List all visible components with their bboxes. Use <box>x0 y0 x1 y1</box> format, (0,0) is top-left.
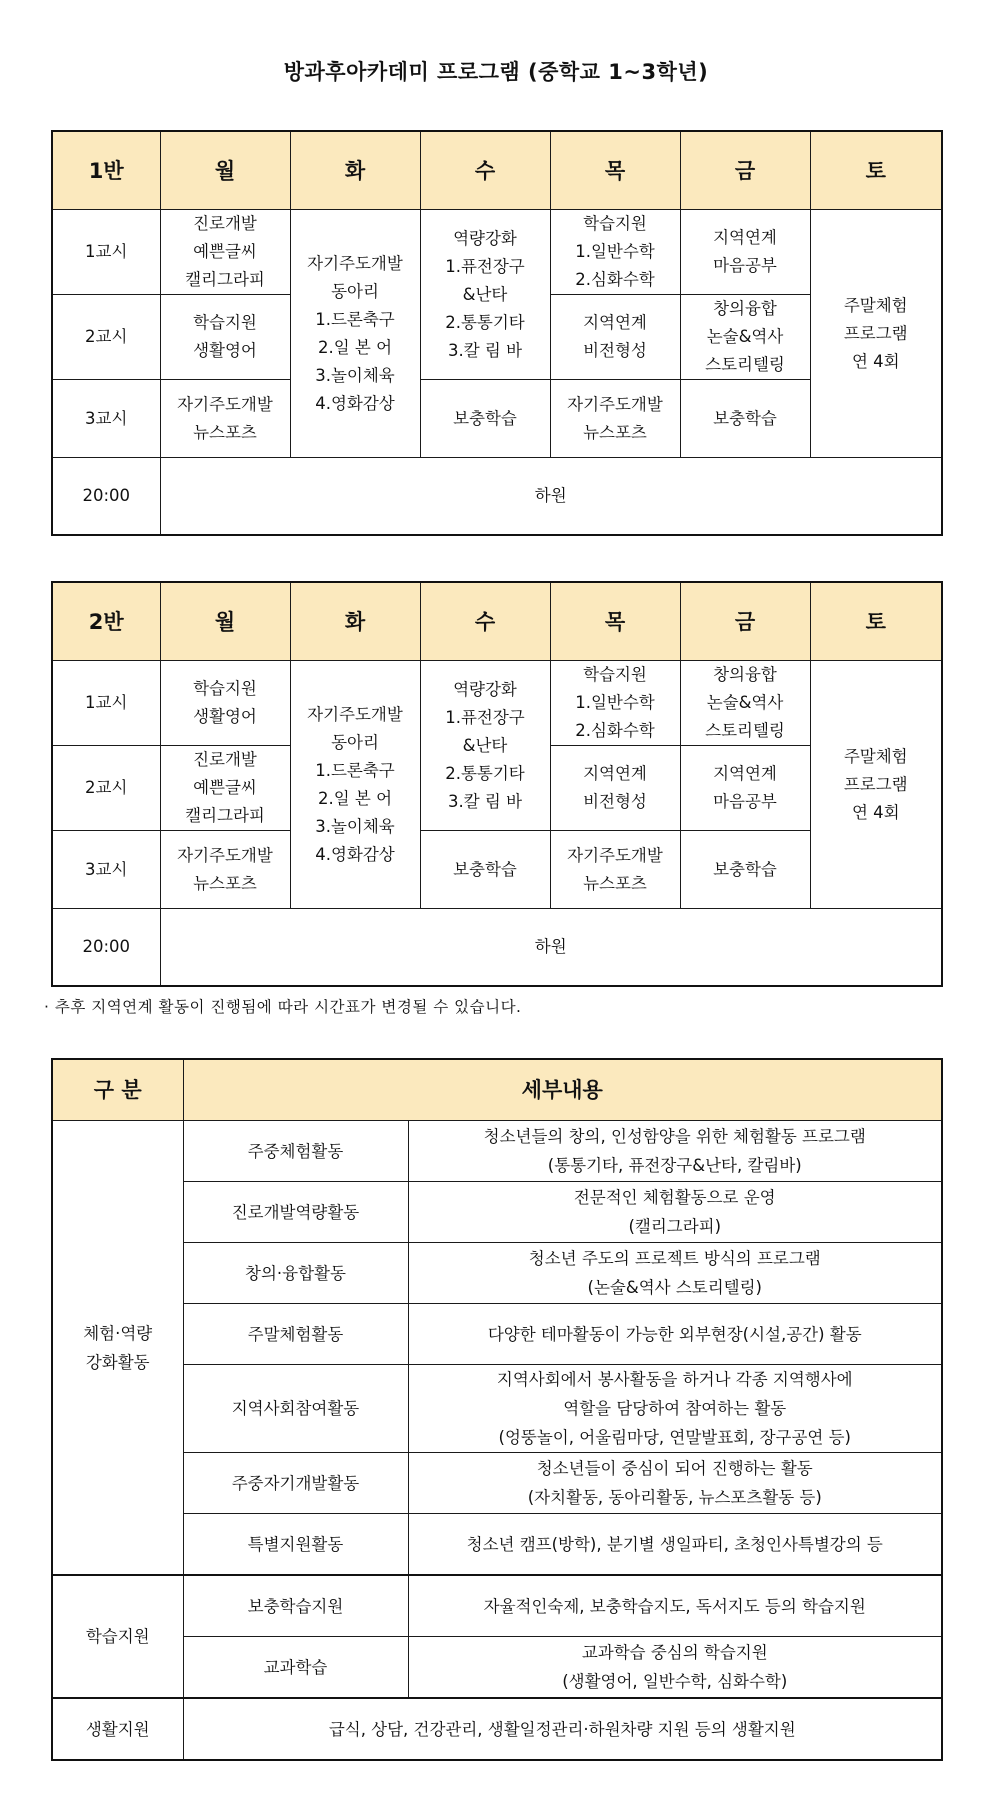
cell-line: 4.영화감상 <box>315 844 395 864</box>
cell-line: (엉뚱놀이, 어울림마당, 연말발표회, 장구공연 등) <box>498 1428 851 1447</box>
cell-line: 연 4회 <box>851 802 900 822</box>
cell-line: 전문적인 체험활동으로 운영 <box>573 1188 776 1207</box>
cell-tue-all <box>290 210 420 458</box>
cell-line: 역량강화 <box>453 679 517 699</box>
cell-line: &난타 <box>462 284 508 304</box>
day-header-tue: 화 <box>290 131 420 210</box>
cell-wed-p1p2 <box>420 661 550 831</box>
cell-line: 캘리그라피 <box>185 270 265 289</box>
cell-line: 3.놀이체육 <box>315 816 395 836</box>
cell-line: 자율적인숙제, 보충학습지도, 독서지도 등의 학습지원 <box>483 1596 866 1616</box>
cell-line: 자기주도개발 <box>567 845 663 865</box>
cell-thu-p2 <box>550 295 680 380</box>
row-content <box>408 1575 942 1637</box>
section-name-life <box>52 1698 183 1760</box>
header-content: 세부내용 <box>183 1059 942 1121</box>
cell-line: 2.통통기타 <box>445 312 525 332</box>
cell-wed-p1p2 <box>420 210 550 380</box>
cell-line: 3.칼 림 바 <box>447 340 523 360</box>
cell-line: 진로개발 <box>193 750 257 769</box>
cell-sat-all <box>810 661 942 909</box>
cell-line: 논술&역사 <box>706 327 784 346</box>
timetable-class-2 <box>51 581 943 987</box>
section-name-experience <box>52 1121 183 1576</box>
cell-line: 보충학습 <box>713 859 777 879</box>
cell-mon-p3 <box>160 831 290 909</box>
cell-line: 자기주도개발 <box>567 394 663 414</box>
row-label: 주중체험활동 <box>183 1121 408 1182</box>
cell-line: 2.통통기타 <box>445 763 525 783</box>
cell-fri-p3 <box>680 831 810 909</box>
cell-line: 학습지원 <box>583 214 647 233</box>
cell-thu-p3 <box>550 380 680 458</box>
row-content <box>408 1182 942 1243</box>
cell-line: 1.드론축구 <box>315 309 395 329</box>
cell-line: 강화활동 <box>85 1352 150 1372</box>
row-label: 진로개발역량활동 <box>183 1182 408 1243</box>
cell-thu-p1 <box>550 661 680 746</box>
day-header-wed: 수 <box>420 131 550 210</box>
cell-line: 스토리텔링 <box>705 721 785 740</box>
cell-line: 1.퓨전장구 <box>445 707 525 727</box>
cell-line: 청소년 주도의 프로젝트 방식의 프로그램 <box>528 1249 821 1268</box>
cell-line: 지역사회에서 봉사활동을 하거나 각종 지역행사에 <box>496 1370 853 1389</box>
period-label: 2교시 <box>52 746 160 831</box>
row-label: 창의·융합활동 <box>183 1243 408 1304</box>
cell-thu-p1 <box>550 210 680 295</box>
cell-line: 캘리그라피 <box>185 806 265 825</box>
day-header-fri: 금 <box>680 582 810 661</box>
cell-line: 3.놀이체육 <box>315 365 395 385</box>
cell-line: 뉴스포츠 <box>193 422 257 442</box>
cell-line: 뉴스포츠 <box>193 873 257 893</box>
cell-line: 프로그램 <box>843 323 908 343</box>
header-category: 구 분 <box>52 1059 183 1121</box>
cell-line: 학습지원 <box>193 313 257 332</box>
cell-line: 체험·역량 <box>83 1323 153 1343</box>
cell-line: (캘리그라피) <box>628 1217 722 1236</box>
end-time: 20:00 <box>52 458 160 536</box>
cell-line: 지역연계 <box>583 313 647 332</box>
cell-wed-p3: 보충학습 <box>420 380 550 458</box>
cell-line: 4.영화감상 <box>315 393 395 413</box>
row-label: 주말체험활동 <box>183 1304 408 1365</box>
cell-line: 청소년들의 창의, 인성함양을 위한 체험활동 프로그램 <box>483 1127 866 1146</box>
cell-line: 청소년들이 중심이 되어 진행하는 활동 <box>536 1459 813 1478</box>
cell-line: 마음공부 <box>713 792 777 811</box>
end-time: 20:00 <box>52 909 160 987</box>
cell-line: (생활영어, 일반수학, 심화수학) <box>562 1672 788 1691</box>
period-label: 1교시 <box>52 210 160 295</box>
day-header-mon: 월 <box>160 582 290 661</box>
cell-mon-p2 <box>160 746 290 831</box>
cell-line: &난타 <box>462 735 508 755</box>
cell-thu-p3 <box>550 831 680 909</box>
cell-line: 생활영어 <box>193 341 257 360</box>
cell-line: 1.드론축구 <box>315 760 395 780</box>
period-label: 2교시 <box>52 295 160 380</box>
cell-sat-all <box>810 210 942 458</box>
timetable-class-1 <box>51 130 943 536</box>
cell-line: 동아리 <box>331 281 379 301</box>
cell-line: (논술&역사 스토리텔링) <box>587 1278 762 1297</box>
cell-line: 학습지원 <box>193 679 257 698</box>
cell-line: 역량강화 <box>453 228 517 248</box>
cell-line: 예쁜글씨 <box>193 242 257 261</box>
cell-line: 진로개발 <box>193 214 257 233</box>
schedule-note: · 추후 지역연계 활동이 진행됨에 따라 시간표가 변경될 수 있습니다. <box>44 998 522 1016</box>
cell-line: 지역연계 <box>583 764 647 783</box>
row-label: 교과학습 <box>183 1637 408 1699</box>
cell-line: 학습지원 <box>85 1627 150 1646</box>
cell-line: 2.일 본 어 <box>317 337 393 357</box>
day-header-sat: 토 <box>810 582 942 661</box>
cell-line: 스토리텔링 <box>705 355 785 374</box>
row-label: 지역사회참여활동 <box>183 1365 408 1453</box>
cell-line: 마음공부 <box>713 256 777 275</box>
cell-line: 2.심화수학 <box>575 721 655 740</box>
cell-line: 연 4회 <box>851 351 900 371</box>
cell-line: 프로그램 <box>843 774 908 794</box>
cell-line: 역할을 담당하여 참여하는 활동 <box>563 1399 787 1418</box>
cell-line: 1.퓨전장구 <box>445 256 525 276</box>
cell-line: 급식, 상담, 건강관리, 생활일정관리·하원차량 지원 등의 생활지원 <box>328 1719 796 1739</box>
cell-line: (통통기타, 퓨전장구&난타, 칼림바) <box>547 1156 802 1175</box>
cell-line: 1.일반수학 <box>575 242 655 261</box>
row-label: 주중자기개발활동 <box>183 1453 408 1514</box>
cell-line: 지역연계 <box>713 228 777 247</box>
cell-line: (자치활동, 동아리활동, 뉴스포츠활동 등) <box>527 1488 822 1507</box>
row-label: 특별지원활동 <box>183 1514 408 1576</box>
end-label: 하원 <box>160 909 942 987</box>
cell-line: 보충학습 <box>713 408 777 428</box>
cell-line: 비전형성 <box>583 341 647 360</box>
cell-fri-p2 <box>680 295 810 380</box>
class-label: 1반 <box>52 131 160 210</box>
cell-line: 주말체험 <box>843 746 908 766</box>
cell-line: 창의융합 <box>713 299 777 318</box>
period-label: 3교시 <box>52 380 160 458</box>
row-content <box>408 1453 942 1514</box>
cell-line: 논술&역사 <box>706 693 784 712</box>
period-label: 3교시 <box>52 831 160 909</box>
day-header-thu: 목 <box>550 582 680 661</box>
row-content <box>408 1121 942 1182</box>
cell-line: 학습지원 <box>583 665 647 684</box>
cell-thu-p2 <box>550 746 680 831</box>
cell-line: 주말체험 <box>843 295 908 315</box>
cell-tue-all <box>290 661 420 909</box>
cell-line: 지역연계 <box>713 764 777 783</box>
day-header-mon: 월 <box>160 131 290 210</box>
cell-line: 동아리 <box>331 732 379 752</box>
cell-line: 생활지원 <box>85 1719 150 1739</box>
program-details-table <box>51 1058 943 1761</box>
cell-mon-p1 <box>160 210 290 295</box>
cell-fri-p1 <box>680 661 810 746</box>
cell-line: 창의융합 <box>713 665 777 684</box>
cell-line: 자기주도개발 <box>307 704 403 724</box>
row-content <box>408 1365 942 1453</box>
cell-line: 비전형성 <box>583 792 647 811</box>
cell-line: 3.칼 림 바 <box>447 791 523 811</box>
day-header-tue: 화 <box>290 582 420 661</box>
cell-line: 예쁜글씨 <box>193 778 257 797</box>
cell-line: 2.일 본 어 <box>317 788 393 808</box>
day-header-sat: 토 <box>810 131 942 210</box>
day-header-fri: 금 <box>680 131 810 210</box>
cell-fri-p3 <box>680 380 810 458</box>
row-content <box>408 1243 942 1304</box>
cell-wed-p3: 보충학습 <box>420 831 550 909</box>
cell-line: 뉴스포츠 <box>583 873 647 893</box>
cell-line: 뉴스포츠 <box>583 422 647 442</box>
class-label: 2반 <box>52 582 160 661</box>
cell-line: 교과학습 중심의 학습지원 <box>581 1643 768 1662</box>
cell-line: 자기주도개발 <box>177 845 273 865</box>
cell-line: 1.일반수학 <box>575 693 655 712</box>
day-header-wed: 수 <box>420 582 550 661</box>
cell-line: 다양한 테마활동이 가능한 외부현장(시설,공간) 활동 <box>487 1324 862 1344</box>
period-label: 1교시 <box>52 661 160 746</box>
cell-line: 청소년 캠프(방학), 분기별 생일파티, 초청인사특별강의 등 <box>466 1534 883 1554</box>
section-content-life <box>183 1698 942 1760</box>
cell-fri-p1 <box>680 210 810 295</box>
row-label: 보충학습지원 <box>183 1575 408 1637</box>
cell-line: 자기주도개발 <box>177 394 273 414</box>
row-content <box>408 1304 942 1365</box>
cell-line: 생활영어 <box>193 707 257 726</box>
cell-line: 자기주도개발 <box>307 253 403 273</box>
cell-mon-p2 <box>160 295 290 380</box>
cell-fri-p2 <box>680 746 810 831</box>
day-header-thu: 목 <box>550 131 680 210</box>
row-content <box>408 1514 942 1576</box>
row-content <box>408 1637 942 1699</box>
cell-mon-p3 <box>160 380 290 458</box>
cell-mon-p1 <box>160 661 290 746</box>
section-name-learning <box>52 1575 183 1698</box>
page-title: 방과후아카데미 프로그램 (중학교 1~3학년) <box>283 60 709 84</box>
end-label: 하원 <box>160 458 942 536</box>
cell-line: 2.심화수학 <box>575 270 655 289</box>
